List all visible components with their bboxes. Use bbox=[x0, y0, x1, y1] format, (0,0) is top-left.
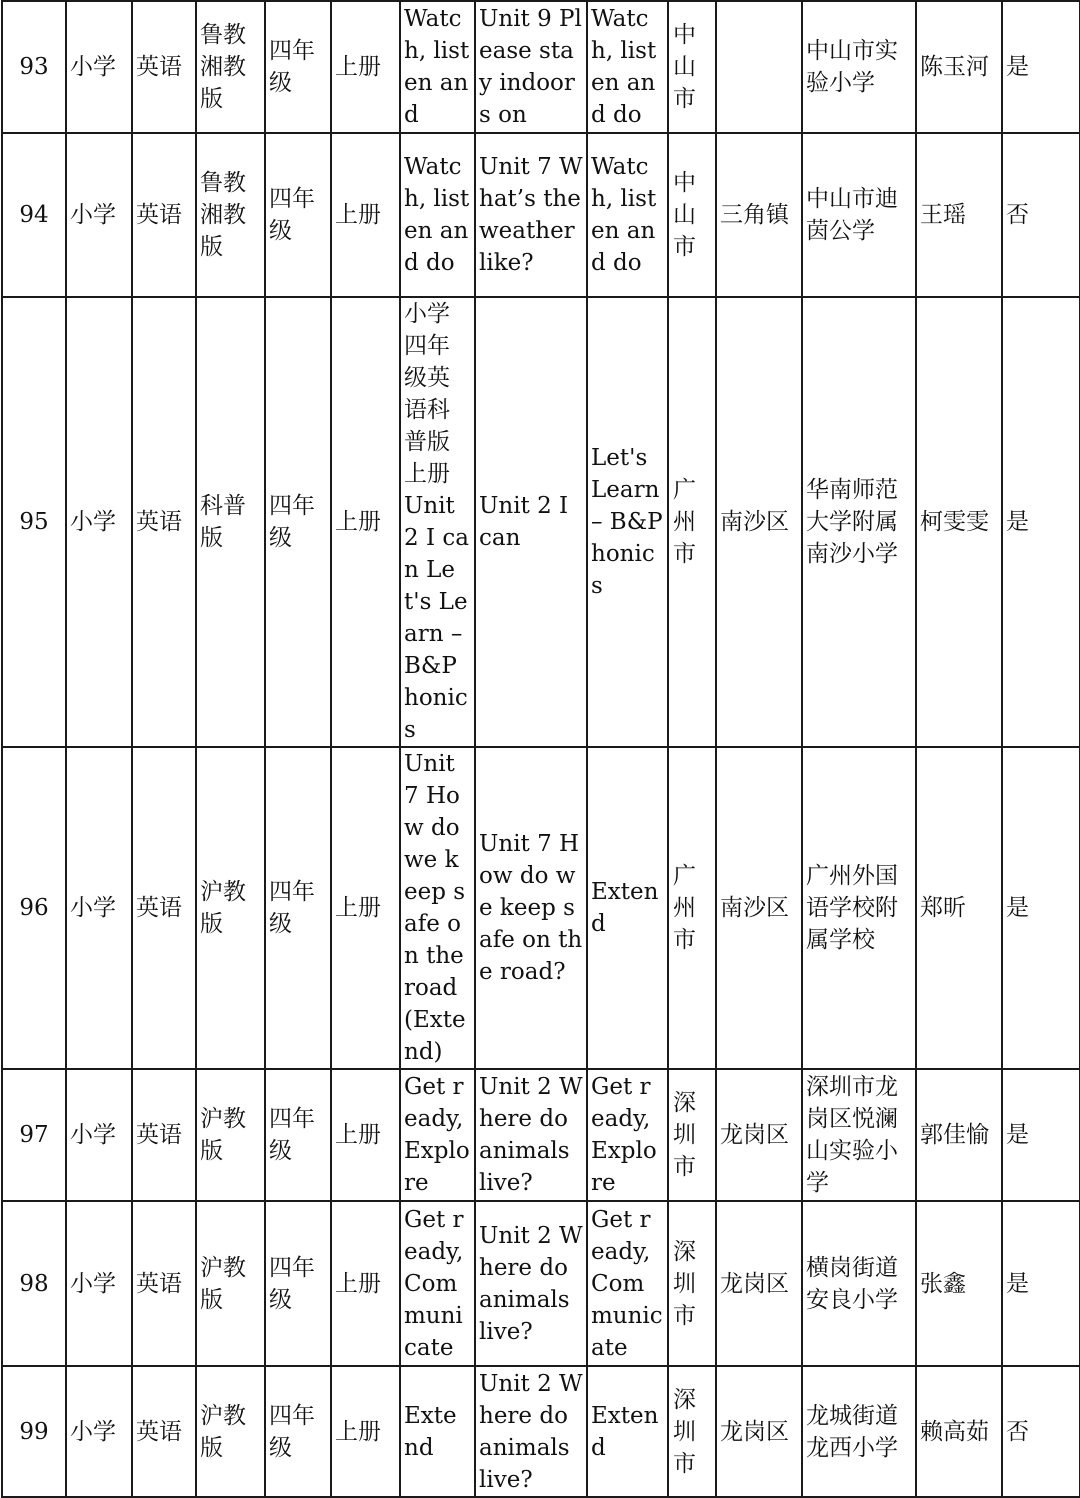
city-cell: 深 圳 市 bbox=[668, 1069, 716, 1201]
teacher-cell: 王瑶 bbox=[916, 133, 1002, 297]
unit-cell: Unit 9 Please stay indoors on bbox=[475, 1, 587, 133]
row-number-cell: 95 bbox=[2, 297, 66, 747]
lesson-cell: Watch, listen and bbox=[400, 1, 475, 133]
edition-cell: 沪教版 bbox=[196, 1069, 265, 1201]
row-number-cell: 97 bbox=[2, 1069, 66, 1201]
flag-cell: 是 bbox=[1002, 1069, 1080, 1201]
edition-cell: 沪教版 bbox=[196, 1201, 265, 1366]
flag-cell: 否 bbox=[1002, 1366, 1080, 1497]
school-cell: 横岗街道安良小学 bbox=[802, 1201, 916, 1366]
district-cell: 三角镇 bbox=[716, 133, 802, 297]
lesson-cell: 小学四年级英语科普版上册 Unit 2 I can Let's Learn – B&Phonics bbox=[400, 297, 475, 747]
volume-cell: 上册 bbox=[331, 133, 400, 297]
volume-cell: 上册 bbox=[331, 297, 400, 747]
school-cell: 龙城街道龙西小学 bbox=[802, 1366, 916, 1497]
teacher-cell: 陈玉河 bbox=[916, 1, 1002, 133]
grade-cell: 四年级 bbox=[265, 133, 331, 297]
district-cell: 南沙区 bbox=[716, 297, 802, 747]
district-cell: 龙岗区 bbox=[716, 1366, 802, 1497]
city-cell: 中 山 市 bbox=[668, 133, 716, 297]
lesson-cell: Get ready, Communicate bbox=[400, 1201, 475, 1366]
edition-cell: 沪教版 bbox=[196, 1366, 265, 1497]
table-row bbox=[2, 297, 1080, 747]
edition-cell: 鲁教湘教版 bbox=[196, 1, 265, 133]
flag-cell: 是 bbox=[1002, 747, 1080, 1069]
grade-cell: 四年级 bbox=[265, 297, 331, 747]
unit-cell: Unit 2 Where do animals live? bbox=[475, 1366, 587, 1497]
volume-cell: 上册 bbox=[331, 747, 400, 1069]
school-level-cell: 小学 bbox=[66, 1, 132, 133]
subject-cell: 英语 bbox=[132, 1201, 196, 1366]
unit-cell: Unit 2 Where do animals live? bbox=[475, 1201, 587, 1366]
school-level-cell: 小学 bbox=[66, 747, 132, 1069]
volume-cell: 上册 bbox=[331, 1069, 400, 1201]
row-number-cell: 99 bbox=[2, 1366, 66, 1497]
school-cell: 深圳市龙岗区悦澜山实验小学 bbox=[802, 1069, 916, 1201]
flag-cell: 否 bbox=[1002, 133, 1080, 297]
section-cell: Watch, listen and do bbox=[587, 1, 668, 133]
section-cell: Get ready, Explore bbox=[587, 1069, 668, 1201]
school-cell: 中山市实验小学 bbox=[802, 1, 916, 133]
grade-cell: 四年级 bbox=[265, 747, 331, 1069]
grade-cell: 四年级 bbox=[265, 1201, 331, 1366]
flag-cell: 是 bbox=[1002, 1201, 1080, 1366]
volume-cell: 上册 bbox=[331, 1, 400, 133]
table-row bbox=[2, 747, 1080, 1069]
unit-cell: Unit 7 How do we keep safe on the road? bbox=[475, 747, 587, 1069]
district-cell: 龙岗区 bbox=[716, 1201, 802, 1366]
teacher-cell: 张鑫 bbox=[916, 1201, 1002, 1366]
subject-cell: 英语 bbox=[132, 133, 196, 297]
section-cell: Extend bbox=[587, 1366, 668, 1497]
unit-cell: Unit 2 Where do animals live? bbox=[475, 1069, 587, 1201]
city-cell: 深 圳 市 bbox=[668, 1366, 716, 1497]
table-row bbox=[2, 1201, 1080, 1366]
school-level-cell: 小学 bbox=[66, 133, 132, 297]
row-number-cell: 94 bbox=[2, 133, 66, 297]
grade-cell: 四年级 bbox=[265, 1069, 331, 1201]
lesson-cell: Get ready, Explore bbox=[400, 1069, 475, 1201]
volume-cell: 上册 bbox=[331, 1201, 400, 1366]
flag-cell: 是 bbox=[1002, 1, 1080, 133]
edition-cell: 科普版 bbox=[196, 297, 265, 747]
table-row bbox=[2, 133, 1080, 297]
unit-cell: Unit 7 What’s the weather like? bbox=[475, 133, 587, 297]
edition-cell: 鲁教湘教版 bbox=[196, 133, 265, 297]
subject-cell: 英语 bbox=[132, 1366, 196, 1497]
section-cell: Get ready, Communicate bbox=[587, 1201, 668, 1366]
teacher-lesson-table bbox=[1, 0, 1080, 1498]
subject-cell: 英语 bbox=[132, 297, 196, 747]
row-number-cell: 98 bbox=[2, 1201, 66, 1366]
lesson-cell: Watch, listen and do bbox=[400, 133, 475, 297]
subject-cell: 英语 bbox=[132, 747, 196, 1069]
school-cell: 华南师范大学附属南沙小学 bbox=[802, 297, 916, 747]
city-cell: 广 州 市 bbox=[668, 297, 716, 747]
district-cell: 龙岗区 bbox=[716, 1069, 802, 1201]
school-level-cell: 小学 bbox=[66, 1069, 132, 1201]
section-cell: Let's Learn– B&Phonics bbox=[587, 297, 668, 747]
school-cell: 中山市迪茵公学 bbox=[802, 133, 916, 297]
edition-cell: 沪教版 bbox=[196, 747, 265, 1069]
flag-cell: 是 bbox=[1002, 297, 1080, 747]
school-cell: 广州外国语学校附属学校 bbox=[802, 747, 916, 1069]
school-level-cell: 小学 bbox=[66, 1201, 132, 1366]
table-row bbox=[2, 1069, 1080, 1201]
row-number-cell: 96 bbox=[2, 747, 66, 1069]
grade-cell: 四年级 bbox=[265, 1, 331, 133]
teacher-cell: 郑昕 bbox=[916, 747, 1002, 1069]
district-cell bbox=[716, 1, 802, 133]
subject-cell: 英语 bbox=[132, 1, 196, 133]
grade-cell: 四年级 bbox=[265, 1366, 331, 1497]
table-row bbox=[2, 1366, 1080, 1497]
section-cell: Watch, listen and do bbox=[587, 133, 668, 297]
city-cell: 广 州 市 bbox=[668, 747, 716, 1069]
section-cell: Extend bbox=[587, 747, 668, 1069]
city-cell: 中 山 市 bbox=[668, 1, 716, 133]
lesson-cell: Extend bbox=[400, 1366, 475, 1497]
school-level-cell: 小学 bbox=[66, 297, 132, 747]
teacher-cell: 柯雯雯 bbox=[916, 297, 1002, 747]
city-cell: 深 圳 市 bbox=[668, 1201, 716, 1366]
row-number-cell: 93 bbox=[2, 1, 66, 133]
subject-cell: 英语 bbox=[132, 1069, 196, 1201]
table-row bbox=[2, 1, 1080, 133]
volume-cell: 上册 bbox=[331, 1366, 400, 1497]
lesson-cell: Unit 7 How do we keep safe on the road (Extend) bbox=[400, 747, 475, 1069]
school-level-cell: 小学 bbox=[66, 1366, 132, 1497]
teacher-cell: 赖高茹 bbox=[916, 1366, 1002, 1497]
unit-cell: Unit 2 I can bbox=[475, 297, 587, 747]
teacher-cell: 郭佳愉 bbox=[916, 1069, 1002, 1201]
district-cell: 南沙区 bbox=[716, 747, 802, 1069]
